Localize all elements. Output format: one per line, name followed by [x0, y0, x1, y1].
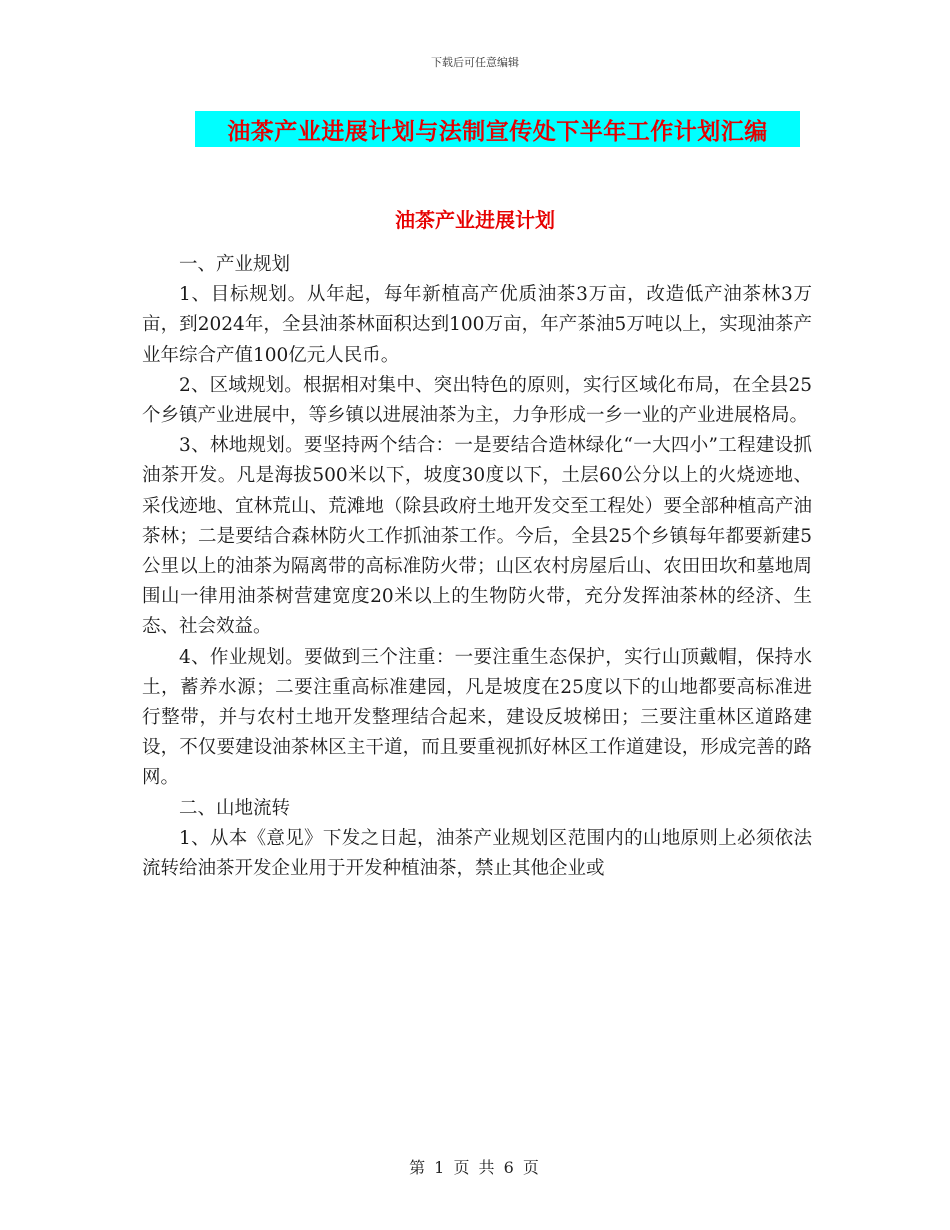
document-title: 油茶产业进展计划与法制宣传处下半年工作计划汇编 [227, 119, 768, 145]
header-note: 下载后可任意编辑 [431, 56, 519, 69]
heading-industry-planning: 一、产业规划 [179, 254, 291, 275]
section-title: 油茶产业进展计划 [395, 208, 555, 232]
heading-mountain-land-transfer: 二、山地流转 [179, 797, 291, 819]
paragraph-forest-land-planning: 3、林地规划。要坚持两个结合：一是要结合造林绿化“一大四小”工程建设抓油茶开发。凡是海拔500米以下，坡度30度以下，土层60公分以上的火烧迹地、采伐迹地、宜林荒山、荒滩地（除县政府土地开发交至工程处）要全部种植高产油茶林；二是要结合森林防火工作抓油茶工作。今后，全县25个乡镇每年都要新建5公里以上的油茶为隔离带的高标准防火带；山区农村房屋后山、农田田坎和墓地周围山一律用油茶树营建宽度20米以上的生物防火带，充分发挥油茶林的经济、生态、社会效益。 [142, 435, 812, 638]
paragraph-regional-planning: 2、区域规划。根据相对集中、突出特色的原则，实行区域化布局，在全县25个乡镇产业进展中，等乡镇以进展油茶为主，力争形成一乡一业的产业进展格局。 [142, 374, 812, 427]
paragraph-land-transfer-1: 1、从本《意见》下发之日起，油茶产业规划区范围内的山地原则上必须依法流转给油茶开发企业用于开发种植油茶，禁止其他企业或 [142, 827, 812, 880]
page-number: 第 1 页 共 6 页 [409, 1158, 541, 1177]
paragraph-operation-planning: 4、作业规划。要做到三个注重：一要注重生态保护，实行山顶戴帽，保持水土，蓄养水源；二要注重高标准建园，凡是坡度在25度以下的山地都要高标准进行整带，并与农村土地开发整理结合起来，建设反坡梯田；三要注重林区道路建设，不仅要建设油茶林区主干道，而且要重视抓好林区工作道建设，形成完善的路网。 [142, 646, 812, 789]
paragraph-target-planning: 1、目标规划。从年起，每年新植高产优质油茶3万亩，改造低产油茶林3万亩，到2024年，全县油茶林面积达到100万亩，年产茶油5万吨以上，实现油茶产业年综合产值100亿元人民币。 [142, 284, 812, 366]
document-body [142, 250, 812, 884]
